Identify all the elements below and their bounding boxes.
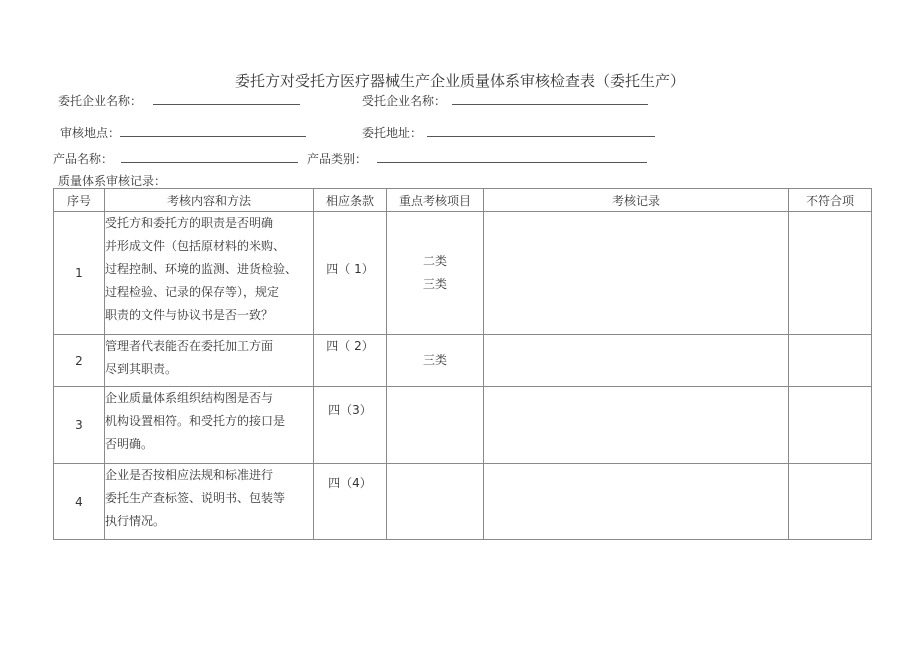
row-content	[105, 212, 314, 335]
row-number: 4	[54, 464, 105, 540]
table-row	[54, 464, 872, 540]
client-name-field[interactable]	[153, 104, 300, 105]
key-item: 三类	[422, 277, 447, 291]
content-line: 过程检验、记录的保存等），规定	[105, 285, 280, 299]
content-line: 管理者代表能否在委托加工方面	[105, 339, 274, 353]
audit-location-label: 审核地点：	[60, 126, 121, 140]
table-row	[54, 212, 872, 335]
table-row	[54, 387, 872, 464]
row-key-items	[387, 387, 484, 464]
client-address-label: 委托地址：	[362, 126, 423, 140]
row-nonconform-cell[interactable]	[789, 335, 872, 387]
row-key-items	[387, 464, 484, 540]
content-line: 否明确。	[105, 437, 154, 451]
row-record-cell[interactable]	[484, 335, 789, 387]
client-address-field[interactable]	[427, 136, 655, 137]
header-no: 序号	[54, 189, 105, 212]
row-nonconform-cell[interactable]	[789, 212, 872, 335]
row-clause: 四（ 1）	[314, 212, 387, 335]
table-header-row	[54, 189, 872, 212]
content-line: 过程控制、环境的监测、进货检验、	[105, 262, 298, 276]
table-row	[54, 335, 872, 387]
header-content: 考核内容和方法	[105, 189, 314, 212]
row-number: 2	[54, 335, 105, 387]
row-number: 1	[54, 212, 105, 335]
row-key-items	[387, 212, 484, 335]
content-line: 机构设置相符。和受托方的接口是	[105, 414, 286, 428]
key-item: 三类	[422, 353, 447, 367]
content-line: 尽到其职责。	[105, 362, 178, 376]
row-record-cell[interactable]	[484, 464, 789, 540]
row-record-cell[interactable]	[484, 387, 789, 464]
row-content	[105, 464, 314, 540]
records-label: 质量体系审核记录：	[58, 174, 167, 188]
audit-location-field[interactable]	[120, 136, 306, 137]
content-line: 职责的文件与协议书是否一致？	[105, 308, 274, 322]
row-clause: 四（3）	[314, 387, 387, 464]
header-key-items: 重点考核项目	[387, 189, 484, 212]
contractor-name-field[interactable]	[452, 104, 648, 105]
content-line: 企业是否按相应法规和标准进行	[105, 468, 274, 482]
header-clause: 相应条款	[314, 189, 387, 212]
product-category-field[interactable]	[377, 162, 647, 163]
row-content	[105, 387, 314, 464]
page-title: 委托方对受托方医疗器械生产企业质量体系审核检查表（委托生产）	[234, 72, 685, 90]
row-nonconform-cell[interactable]	[789, 387, 872, 464]
key-item: 二类	[422, 254, 447, 268]
row-key-items	[387, 335, 484, 387]
header-record: 考核记录	[484, 189, 789, 212]
product-category-label: 产品类别：	[307, 152, 368, 166]
header-nonconform: 不符合项	[789, 189, 872, 212]
product-name-field[interactable]	[121, 162, 298, 163]
contractor-name-label: 受托企业名称：	[362, 94, 447, 108]
content-line: 委托生产查标签、说明书、包装等	[105, 491, 286, 505]
content-line: 执行情况。	[105, 514, 166, 528]
row-number: 3	[54, 387, 105, 464]
content-line: 并形成文件（包括原材料的米购、	[105, 239, 286, 253]
row-record-cell[interactable]	[484, 212, 789, 335]
client-name-label: 委托企业名称：	[58, 94, 143, 108]
content-line: 受托方和委托方的职责是否明确	[105, 216, 274, 230]
row-clause: 四（4）	[314, 464, 387, 540]
audit-checklist-table	[53, 188, 872, 540]
content-line: 企业质量体系组织结构图是否与	[105, 391, 274, 405]
row-clause: 四（ 2）	[314, 335, 387, 387]
row-content	[105, 335, 314, 387]
product-name-label: 产品名称：	[53, 152, 114, 166]
row-nonconform-cell[interactable]	[789, 464, 872, 540]
